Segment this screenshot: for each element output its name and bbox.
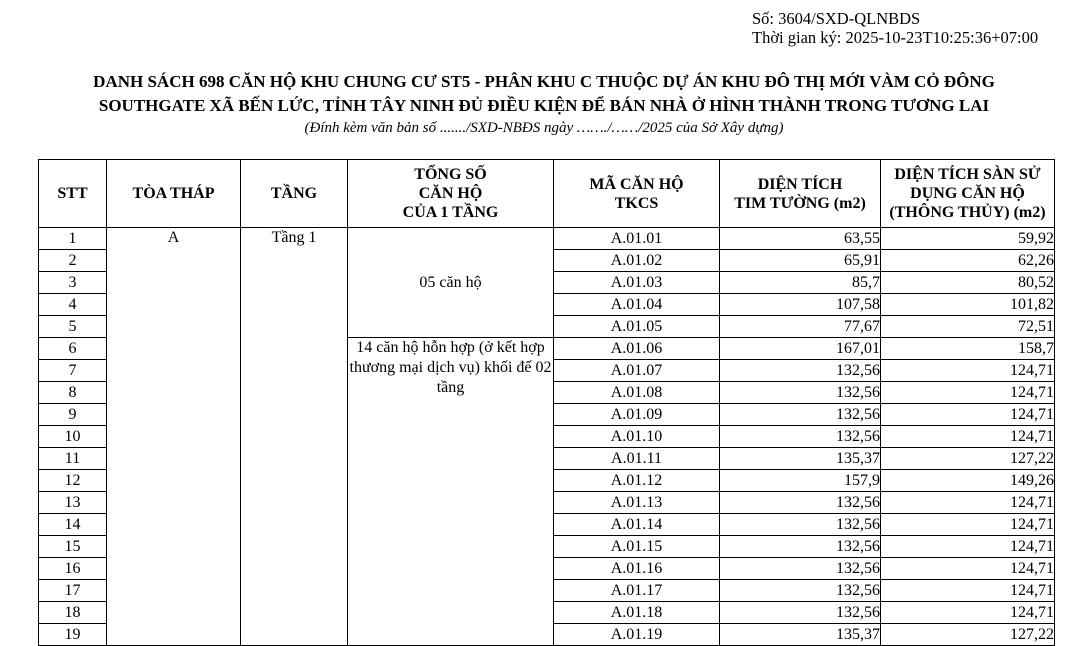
area-cell: 135,37 — [720, 448, 881, 470]
unit-code-cell: A.01.07 — [554, 360, 720, 382]
table-body — [39, 228, 1055, 646]
stt-cell: 6 — [39, 338, 107, 360]
area-cell: 135,37 — [720, 624, 881, 646]
net-area-cell: 127,22 — [881, 624, 1055, 646]
stt-cell: 8 — [39, 382, 107, 404]
unit-group-cell: 05 căn hộ — [348, 228, 554, 338]
unit-code-cell: A.01.05 — [554, 316, 720, 338]
stt-cell: 19 — [39, 624, 107, 646]
header-row — [39, 160, 1055, 228]
stt-cell: 14 — [39, 514, 107, 536]
net-area-cell: 124,71 — [881, 536, 1055, 558]
unit-code-cell: A.01.08 — [554, 382, 720, 404]
signed-time: Thời gian ký: 2025-10-23T10:25:36+07:00 — [752, 28, 1039, 47]
unit-code-cell: A.01.04 — [554, 294, 720, 316]
stt-cell: 7 — [39, 360, 107, 382]
stt-cell: 10 — [39, 426, 107, 448]
floor-cell: Tầng 1 — [241, 228, 348, 646]
title-subtitle: (Đính kèm văn bản số ......./SXD-NBĐS ngày ……./……/2025 của Sở Xây dựng) — [304, 120, 784, 136]
unit-code-cell: A.01.06 — [554, 338, 720, 360]
net-area-cell: 124,71 — [881, 492, 1055, 514]
area-cell: 132,56 — [720, 580, 881, 602]
unit-code-cell: A.01.15 — [554, 536, 720, 558]
stt-cell: 4 — [39, 294, 107, 316]
net-area-cell: 62,26 — [881, 250, 1055, 272]
unit-code-cell: A.01.02 — [554, 250, 720, 272]
unit-code-cell: A.01.18 — [554, 602, 720, 624]
header-area: DIỆN TÍCH TIM TƯỜNG (m2) — [720, 160, 881, 228]
title-line-1: DANH SÁCH 698 CĂN HỘ KHU CHUNG CƯ ST5 - PHÂN KHU C THUỘC DỰ ÁN KHU ĐÔ THỊ MỚI VÀM CỎ ĐÔNG — [93, 72, 995, 91]
stt-cell: 16 — [39, 558, 107, 580]
stt-cell: 18 — [39, 602, 107, 624]
area-cell: 132,56 — [720, 536, 881, 558]
unit-code-cell: A.01.13 — [554, 492, 720, 514]
stt-cell: 3 — [39, 272, 107, 294]
unit-code-cell: A.01.14 — [554, 514, 720, 536]
net-area-cell: 124,71 — [881, 360, 1055, 382]
header-tower: TÒA THÁP — [107, 160, 241, 228]
tower-cell: A — [107, 228, 241, 646]
unit-code-cell: A.01.16 — [554, 558, 720, 580]
net-area-cell: 124,71 — [881, 404, 1055, 426]
unit-group-cell: 14 căn hộ hỗn hợp (ở kết hợp thương mại dịch vụ) khối đế 02 tầng — [348, 338, 554, 646]
area-cell: 107,58 — [720, 294, 881, 316]
net-area-cell: 127,22 — [881, 448, 1055, 470]
area-cell: 65,91 — [720, 250, 881, 272]
header-floor: TẦNG — [241, 160, 348, 228]
area-cell: 132,56 — [720, 602, 881, 624]
area-cell: 132,56 — [720, 492, 881, 514]
net-area-cell: 124,71 — [881, 558, 1055, 580]
apartment-table — [38, 159, 1055, 646]
net-area-cell: 124,71 — [881, 514, 1055, 536]
area-cell: 132,56 — [720, 558, 881, 580]
title-line-2: SOUTHGATE XÃ BẾN LỨC, TỈNH TÂY NINH ĐỦ ĐIỀU KIỆN ĐỂ BÁN NHÀ Ở HÌNH THÀNH TRONG TƯƠNG LAI — [98, 96, 990, 115]
net-area-cell: 72,51 — [881, 316, 1055, 338]
area-cell: 157,9 — [720, 470, 881, 492]
stt-cell: 11 — [39, 448, 107, 470]
net-area-cell: 149,26 — [881, 470, 1055, 492]
stt-cell: 17 — [39, 580, 107, 602]
net-area-cell: 158,7 — [881, 338, 1055, 360]
net-area-cell: 59,92 — [881, 228, 1055, 250]
area-cell: 132,56 — [720, 404, 881, 426]
header-net-area: DIỆN TÍCH SÀN SỬ DỤNG CĂN HỘ (THÔNG THỦY) (m2) — [881, 160, 1055, 228]
net-area-cell: 124,71 — [881, 382, 1055, 404]
net-area-cell: 101,82 — [881, 294, 1055, 316]
stt-cell: 15 — [39, 536, 107, 558]
stt-cell: 2 — [39, 250, 107, 272]
area-cell: 132,56 — [720, 514, 881, 536]
net-area-cell: 124,71 — [881, 426, 1055, 448]
area-cell: 132,56 — [720, 426, 881, 448]
unit-code-cell: A.01.09 — [554, 404, 720, 426]
unit-code-cell: A.01.10 — [554, 426, 720, 448]
area-cell: 63,55 — [720, 228, 881, 250]
net-area-cell: 124,71 — [881, 580, 1055, 602]
stt-cell: 1 — [39, 228, 107, 250]
stt-cell: 13 — [39, 492, 107, 514]
unit-code-cell: A.01.03 — [554, 272, 720, 294]
stt-cell: 5 — [39, 316, 107, 338]
document-reference — [752, 9, 1038, 47]
area-cell: 167,01 — [720, 338, 881, 360]
net-area-cell: 80,52 — [881, 272, 1055, 294]
header-stt: STT — [39, 160, 107, 228]
header-unit-code: MÃ CĂN HỘ TKCS — [554, 160, 720, 228]
area-cell: 132,56 — [720, 360, 881, 382]
unit-code-cell: A.01.19 — [554, 624, 720, 646]
unit-code-cell: A.01.01 — [554, 228, 720, 250]
document-number: Số: 3604/SXD-QLNBDS — [752, 9, 921, 28]
area-cell: 77,67 — [720, 316, 881, 338]
area-cell: 132,56 — [720, 382, 881, 404]
unit-code-cell: A.01.17 — [554, 580, 720, 602]
header-total-units: TỔNG SỐ CĂN HỘ CỦA 1 TẦNG — [348, 160, 554, 228]
unit-code-cell: A.01.11 — [554, 448, 720, 470]
table-row — [39, 228, 1055, 250]
stt-cell: 9 — [39, 404, 107, 426]
unit-code-cell: A.01.12 — [554, 470, 720, 492]
net-area-cell: 124,71 — [881, 602, 1055, 624]
area-cell: 85,7 — [720, 272, 881, 294]
stt-cell: 12 — [39, 470, 107, 492]
